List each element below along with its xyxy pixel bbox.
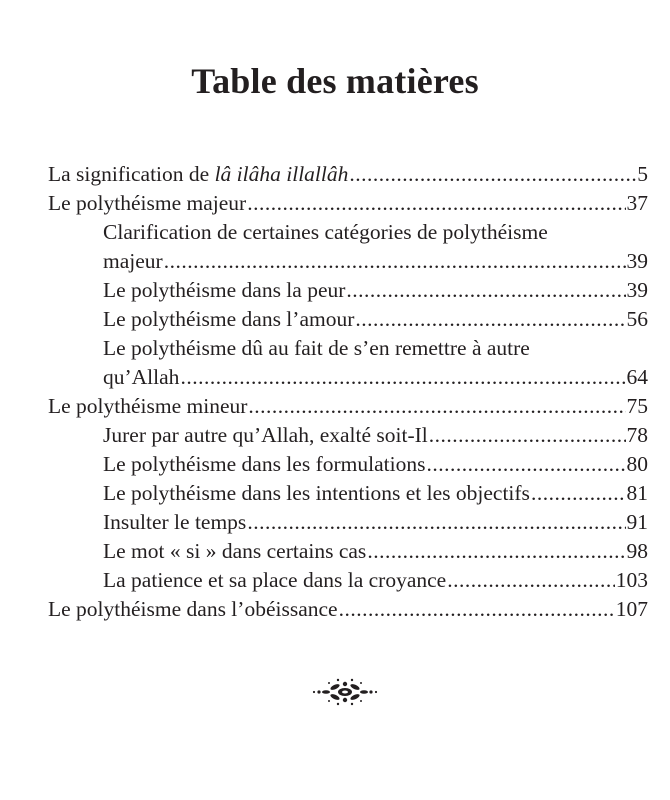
toc-page-number: 81	[626, 481, 648, 505]
toc-entry-label: Le polythéisme dans la peur	[103, 278, 346, 302]
leader-dots	[447, 566, 615, 595]
toc-entry-label-line2: majeur	[103, 249, 163, 273]
toc-entry-label-italic: lâ ilâha illallâh	[214, 162, 349, 186]
toc-subentry[interactable]	[48, 537, 648, 566]
toc-subentry[interactable]	[48, 508, 648, 537]
leader-dots	[247, 508, 625, 537]
toc-entry-label: Le polythéisme mineur	[48, 394, 248, 418]
toc-page-number: 56	[626, 307, 648, 331]
toc-page-number: 107	[615, 597, 648, 621]
leader-dots	[248, 392, 625, 421]
toc-subentry[interactable]	[48, 421, 648, 450]
toc-entry-label-line1: Clarification de certaines catégories de polythéisme	[103, 220, 548, 244]
toc-entry-label-line2: qu’Allah	[103, 365, 180, 389]
leader-dots	[531, 479, 626, 508]
floral-ornament-icon	[305, 672, 385, 712]
leader-dots	[180, 363, 625, 392]
toc-page-number: 37	[626, 191, 648, 215]
toc-page-number: 103	[615, 568, 648, 592]
toc-page-number: 80	[626, 452, 648, 476]
toc-entry-label: La patience et sa place dans la croyance	[103, 568, 447, 592]
toc-entry-label: Le polythéisme dans les intentions et les objectifs	[103, 481, 530, 505]
toc-page-number: 98	[626, 539, 648, 563]
leader-dots	[426, 450, 625, 479]
toc-entry[interactable]	[48, 189, 648, 218]
table-of-contents	[48, 160, 648, 624]
toc-page-number: 39	[626, 249, 648, 273]
toc-entry[interactable]	[48, 392, 648, 421]
toc-subentry[interactable]	[48, 305, 648, 334]
leader-dots	[164, 247, 626, 276]
toc-entry-label: Le polythéisme majeur	[48, 191, 247, 215]
leader-dots	[339, 595, 615, 624]
toc-subentry[interactable]	[48, 450, 648, 479]
toc-entry[interactable]	[48, 160, 648, 189]
toc-entry-label: Insulter le temps	[103, 510, 247, 534]
toc-subentry[interactable]	[48, 479, 648, 508]
page-title: Table des matières	[191, 61, 479, 101]
toc-page-number: 39	[626, 278, 648, 302]
toc-page-number: 64	[626, 365, 648, 389]
toc-page-number: 75	[626, 394, 648, 418]
toc-page-number: 91	[626, 510, 648, 534]
toc-entry-label: Le polythéisme dans les formulations	[103, 452, 426, 476]
leader-dots	[349, 160, 636, 189]
toc-entry-label: Le polythéisme dans l’amour	[103, 307, 355, 331]
toc-entry-label: La signification de lâ ilâha illallâh	[48, 162, 349, 186]
leader-dots	[355, 305, 625, 334]
toc-entry-label: Le polythéisme dans l’obéissance	[48, 597, 338, 621]
leader-dots	[247, 189, 625, 218]
toc-subentry[interactable]	[48, 566, 648, 595]
toc-subentry[interactable]	[48, 334, 648, 392]
leader-dots	[429, 421, 626, 450]
toc-subentry[interactable]	[48, 276, 648, 305]
toc-entry-label-line1: Le polythéisme dû au fait de s’en remettre à autre	[103, 336, 530, 360]
toc-subentry[interactable]	[48, 218, 648, 276]
leader-dots	[346, 276, 625, 305]
toc-page-number: 5	[637, 162, 648, 186]
leader-dots	[367, 537, 625, 566]
toc-entry-label: Jurer par autre qu’Allah, exalté soit-Il	[103, 423, 428, 447]
toc-entry-label: Le mot « si » dans certains cas	[103, 539, 367, 563]
toc-page-number: 78	[626, 423, 648, 447]
toc-entry[interactable]	[48, 595, 648, 624]
